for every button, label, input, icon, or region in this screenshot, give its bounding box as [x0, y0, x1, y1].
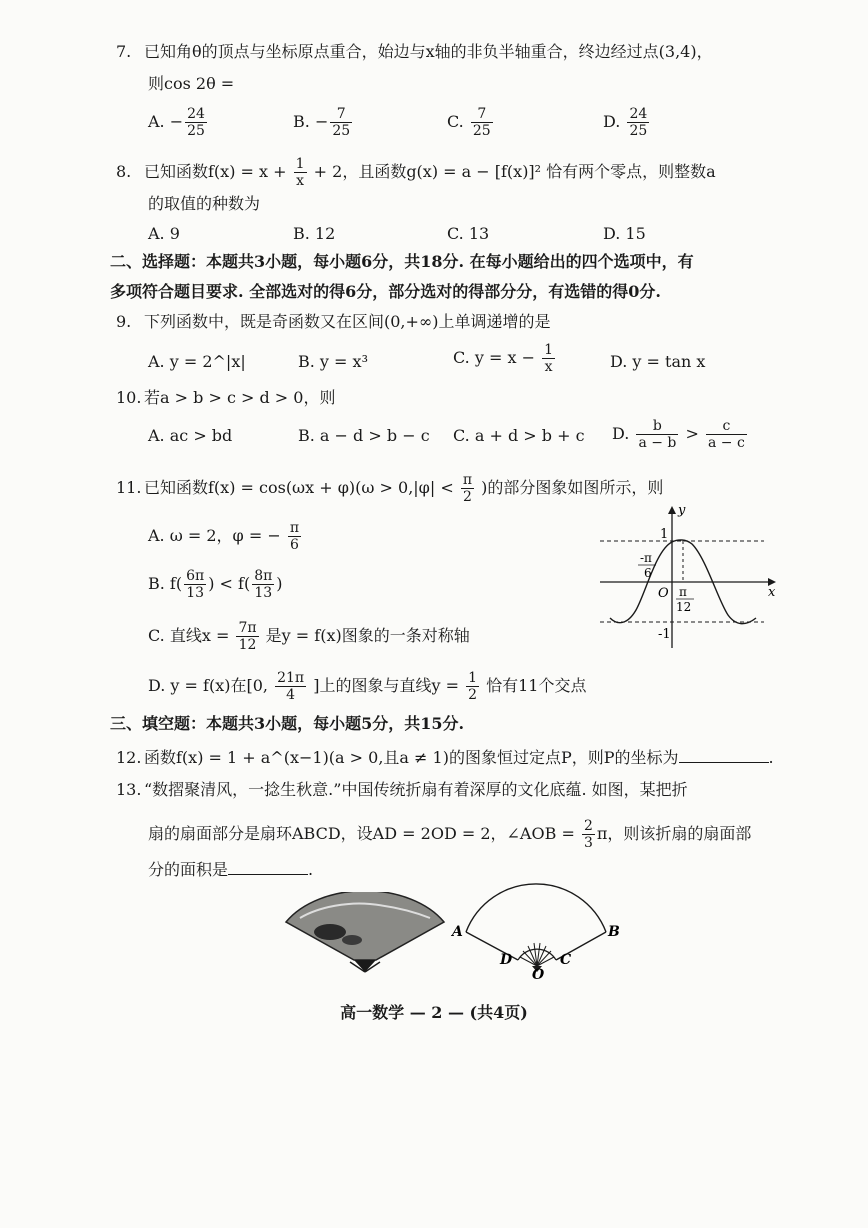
denominator: 3: [583, 835, 593, 851]
x-axis-label: x: [768, 585, 776, 600]
fraction: [330, 106, 352, 139]
option-label: D.: [612, 424, 630, 443]
numerator: 7π: [238, 620, 257, 636]
q9-option-c: [453, 342, 557, 375]
point-b-label: B: [608, 924, 620, 940]
question-number: 7.: [116, 42, 132, 61]
denominator: x: [544, 359, 553, 375]
fraction: [185, 106, 207, 139]
option-text: 是y = f(x)图象的一条对称轴: [265, 626, 470, 645]
pi-over-12-denominator: 12: [676, 600, 692, 614]
question-13-line3: [148, 858, 313, 882]
question-text: 分的面积是: [148, 860, 229, 879]
fan-ribs: [520, 943, 554, 966]
q10-option-b: B. a − d > b − c: [298, 426, 430, 445]
numerator: c: [706, 418, 747, 435]
point-o-label: O: [532, 967, 545, 980]
q10-option-a: A. ac > bd: [148, 426, 233, 445]
page-footer: 高一数学 — 2 — (共4页): [340, 1003, 528, 1022]
answer-blank[interactable]: [679, 746, 769, 763]
fraction: [288, 520, 301, 553]
fan-ring-diagram: [450, 880, 630, 980]
denominator: 25: [187, 123, 205, 139]
q7-option-b: [293, 106, 354, 139]
option-text: ]上的图象与直线y =: [313, 676, 459, 695]
denominator: x: [296, 173, 305, 189]
question-number: 9.: [116, 312, 132, 331]
inner-arc: [518, 949, 556, 960]
fraction: [471, 106, 493, 139]
question-text: 已知函数f(x) = x +: [144, 162, 287, 181]
question-number: 13.: [116, 780, 142, 799]
folding-fan-picture: [280, 892, 450, 976]
fraction: [236, 620, 258, 653]
section-3-heading: 三、填空题：本题共3小题，每小题5分，共15分.: [110, 714, 465, 733]
q9-option-d: D. y = tan x: [610, 352, 706, 371]
question-13-line2: [148, 818, 751, 851]
question-10: [116, 386, 335, 410]
point-d-label: D: [500, 952, 513, 968]
question-number: 11.: [116, 478, 142, 497]
option-text: B. f(: [148, 574, 183, 593]
pi-over-12-numerator: π: [679, 585, 687, 599]
fraction: [294, 156, 307, 189]
question-text: + 2，且函数g(x) = a − [f(x)]² 恰有两个零点，则整数a: [313, 162, 716, 181]
option-label: B.: [293, 112, 310, 131]
numerator: π: [289, 520, 300, 536]
question-number: 12.: [116, 748, 142, 767]
q7-option-c: [447, 106, 495, 139]
question-8-line1: [116, 156, 716, 189]
fan-painting: [342, 935, 362, 945]
question-number: 8.: [116, 162, 132, 181]
question-text: .: [308, 860, 314, 879]
q11-option-d: [148, 670, 586, 703]
numerator: 1: [544, 342, 553, 358]
q11-option-b: [148, 568, 283, 601]
question-text: 扇的扇面部分是扇环ABCD，设AD = 2OD = 2，∠AOB =: [148, 824, 575, 843]
denominator: 25: [472, 123, 491, 139]
neg-pi-over-6-numerator: -π: [640, 551, 652, 565]
answer-blank[interactable]: [228, 858, 308, 875]
option-text: C. y = x −: [453, 348, 535, 367]
fraction: [627, 106, 649, 139]
numerator: 1: [468, 670, 477, 686]
numerator: b: [636, 418, 678, 435]
option-text: C. 直线x =: [148, 626, 230, 645]
point-a-label: A: [452, 924, 463, 940]
denominator: 6: [289, 537, 299, 553]
question-text: .: [768, 748, 774, 767]
question-13-line1: [116, 778, 688, 802]
question-text: π，则该折扇的扇面部: [596, 824, 752, 843]
denominator: 2: [463, 489, 472, 505]
denominator: 4: [286, 687, 296, 703]
operator: >: [685, 424, 699, 443]
section-2-heading: 二、选择题：本题共3小题，每小题6分，共18分. 在每小题给出的四个选项中，有: [110, 252, 694, 271]
q10-option-c: C. a + d > b + c: [453, 426, 585, 445]
option-label: C.: [447, 112, 464, 131]
cosine-graph: [596, 500, 786, 652]
question-9: [116, 310, 551, 334]
fraction: [184, 568, 206, 601]
question-text: “数摺聚清风，一捻生秋意.”中国传统折扇有着深厚的文化底蕴. 如图，某把折: [144, 780, 688, 799]
numerator: 7: [471, 106, 493, 123]
fraction: [706, 418, 747, 451]
denominator: 25: [629, 123, 648, 139]
fraction: [636, 418, 678, 451]
option-text: ): [276, 574, 283, 593]
outer-arc: [466, 884, 606, 932]
q10-option-d: [612, 418, 749, 451]
q8-option-c: C. 13: [447, 224, 490, 243]
option-text: ) < f(: [208, 574, 251, 593]
point-c-label: C: [560, 952, 572, 968]
numerator: 21π: [277, 670, 305, 686]
q8-option-a: A. 9: [148, 224, 180, 243]
sign: −: [314, 112, 329, 131]
question-11: [116, 472, 663, 505]
question-12: [116, 746, 774, 770]
q9-option-a: A. y = 2^|x|: [148, 352, 246, 371]
question-8-line2: 的取值的种数为: [148, 194, 261, 213]
q8-option-d: D. 15: [603, 224, 646, 243]
question-text: 已知函数f(x) = cos(ωx + φ)(ω > 0,|φ| <: [144, 478, 454, 497]
question-text: 函数f(x) = 1 + a^(x−1)(a > 0,且a ≠ 1)的图象恒过定点P，则P的坐标为: [144, 748, 679, 767]
denominator: 12: [238, 637, 257, 653]
fraction: [275, 670, 306, 703]
option-text: D. y = f(x)在[0,: [148, 676, 268, 695]
y-arrow-icon: [668, 506, 676, 514]
fraction: [461, 472, 474, 505]
numerator: 24: [187, 106, 205, 122]
fraction: [252, 568, 274, 601]
question-text: 若a > b > c > d > 0，则: [144, 388, 336, 407]
q7-option-a: [148, 106, 209, 139]
sign: −: [169, 112, 184, 131]
option-label: D.: [603, 112, 621, 131]
question-7-line1: [116, 40, 713, 64]
denominator: 25: [332, 123, 351, 139]
q9-option-b: B. y = x³: [298, 352, 368, 371]
question-text: 下列函数中，既是奇函数又在区间(0,+∞)上单调递增的是: [144, 312, 551, 331]
option-text: 恰有11个交点: [486, 676, 587, 695]
y-axis-label: y: [678, 503, 686, 518]
fan-painting: [314, 924, 346, 940]
option-text: A. ω = 2，φ = −: [148, 526, 281, 545]
denominator: a − b: [638, 435, 677, 451]
numerator: 2: [583, 818, 593, 834]
denominator: 13: [254, 585, 273, 601]
option-label: A.: [148, 112, 165, 131]
numerator: 24: [629, 106, 648, 122]
origin-label: O: [658, 586, 669, 601]
q11-option-a: [148, 520, 303, 553]
numerator: 6π: [186, 568, 205, 584]
fan-surface: [286, 892, 444, 960]
numerator: 7: [330, 106, 352, 123]
section-2-instructions: 多项符合题目要求. 全部选对的得6分，部分选对的得部分分，有选错的得0分.: [110, 282, 661, 301]
question-7-line2: 则cos 2θ =: [148, 74, 235, 93]
q7-option-d: [603, 106, 651, 139]
denominator: 13: [186, 585, 205, 601]
question-number: 10.: [116, 388, 142, 407]
neg-pi-over-6-denominator: 6: [644, 566, 652, 580]
numerator: 8π: [254, 568, 273, 584]
max-value-label: 1: [660, 527, 669, 542]
numerator: π: [462, 472, 473, 488]
denominator: a − c: [707, 435, 745, 451]
fraction: [542, 342, 555, 375]
q11-option-c: [148, 620, 470, 653]
denominator: 2: [468, 687, 477, 703]
q8-option-b: B. 12: [293, 224, 336, 243]
fraction: [582, 818, 595, 851]
fraction: [466, 670, 479, 703]
question-text: )的部分图象如图所示，则: [481, 478, 664, 497]
numerator: 1: [295, 156, 305, 172]
min-value-label: -1: [658, 627, 671, 642]
question-text: 已知角θ的顶点与坐标原点重合，始边与x轴的非负半轴重合，终边经过点(3,4)，: [144, 42, 713, 61]
